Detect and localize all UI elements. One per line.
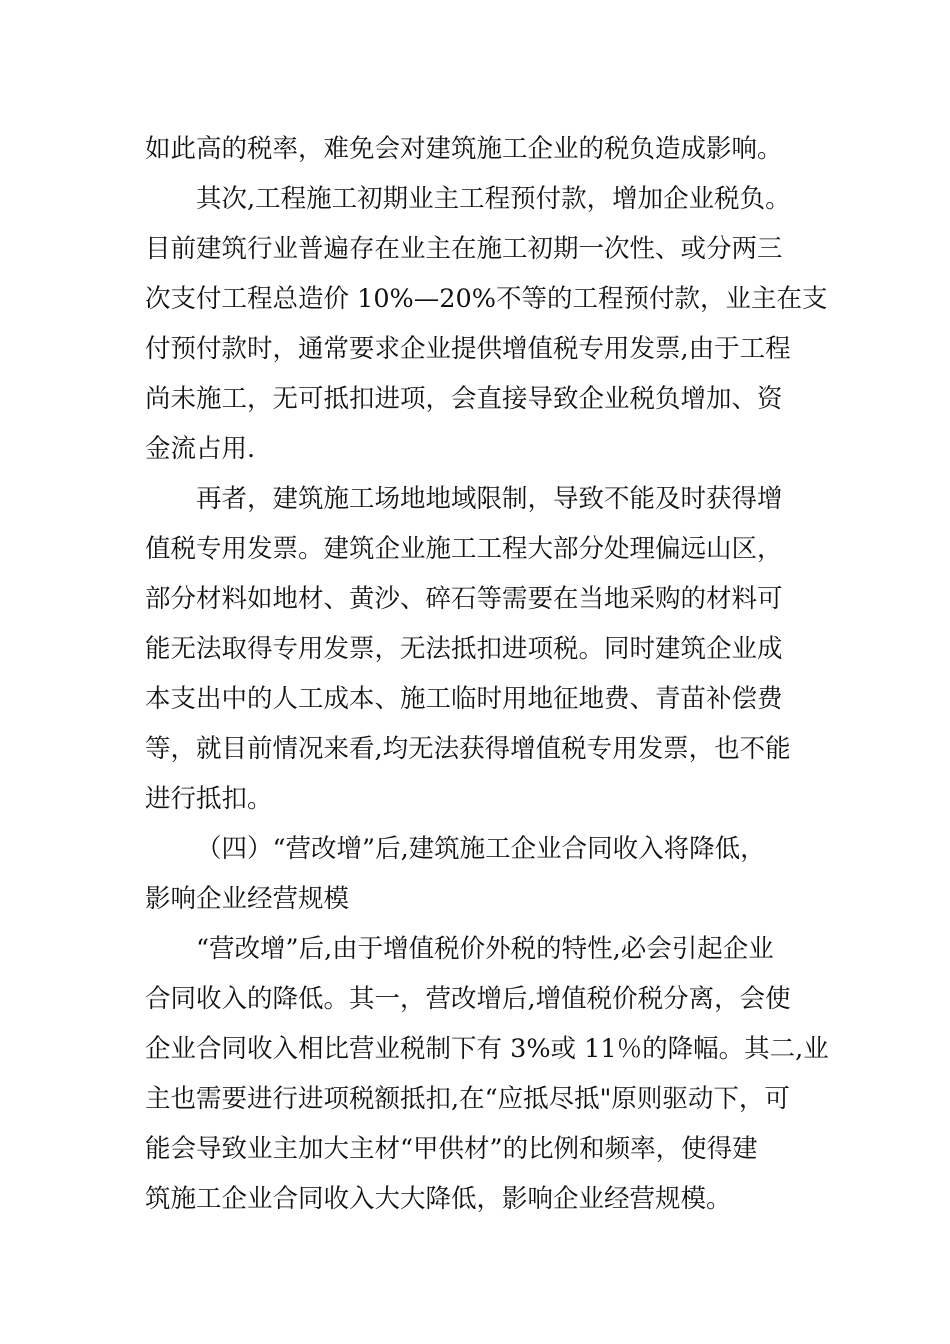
text-line: 目前建筑行业普遍存在业主在施工初期一次性、或分两三: [145, 234, 783, 264]
text-line: 主也需要进行进项税额抵扣,在“应抵尽抵"原则驱动下，可: [145, 1084, 790, 1114]
text-line: 本支出中的人工成本、施工临时用地征地费、青苗补偿费: [145, 684, 783, 714]
paragraph-first-line: “营改增”后,由于增值税价外税的特性,必会引起企业: [196, 934, 774, 964]
body-text: [145, 124, 829, 1224]
paragraph-first-line: （四）“营改增”后,建筑施工企业合同收入将降低，: [196, 834, 766, 864]
text-line: 付预付款时，通常要求企业提供增值税专用发票,由于工程: [145, 334, 791, 364]
text-line: 合同收入的降低。其一，营改增后,增值税价税分离，会使: [145, 984, 791, 1014]
text-line: 如此高的税率，难免会对建筑施工企业的税负造成影响。: [145, 134, 783, 164]
paragraph-first-line: 再者，建筑施工场地地域限制，导致不能及时获得增: [196, 484, 783, 514]
text-line: 能无法取得专用发票，无法抵扣进项税。同时建筑企业成: [145, 634, 783, 664]
text-line: 金流占用.: [145, 434, 256, 464]
text-line: 部分材料如地材、黄沙、碎石等需要在当地采购的材料可: [145, 584, 783, 614]
text-line: 值税专用发票。建筑企业施工工程大部分处理偏远山区，: [145, 534, 783, 564]
text-line: 进行抵扣。: [145, 784, 273, 814]
text-line: 筑施工企业合同收入大大降低，影响企业经营规模。: [145, 1184, 732, 1214]
paragraph-first-line: 其次,工程施工初期业主工程预付款，增加企业税负。: [196, 184, 791, 214]
text-line: 尚未施工，无可抵扣进项，会直接导致企业税负增加、资: [145, 384, 783, 414]
text-line: 能会导致业主加大主材“甲供材”的比例和频率，使得建: [145, 1134, 758, 1164]
text-line: 次支付工程总造价 10%—20%不等的工程预付款，业主在支: [145, 284, 828, 314]
text-line: 影响企业经营规模: [145, 884, 350, 914]
text-line: 等，就目前情况来看,均无法获得增值税专用发票，也不能: [145, 734, 791, 764]
text-line: 企业合同收入相比营业税制下有 3%或 11％的降幅。其二,业: [145, 1034, 829, 1064]
